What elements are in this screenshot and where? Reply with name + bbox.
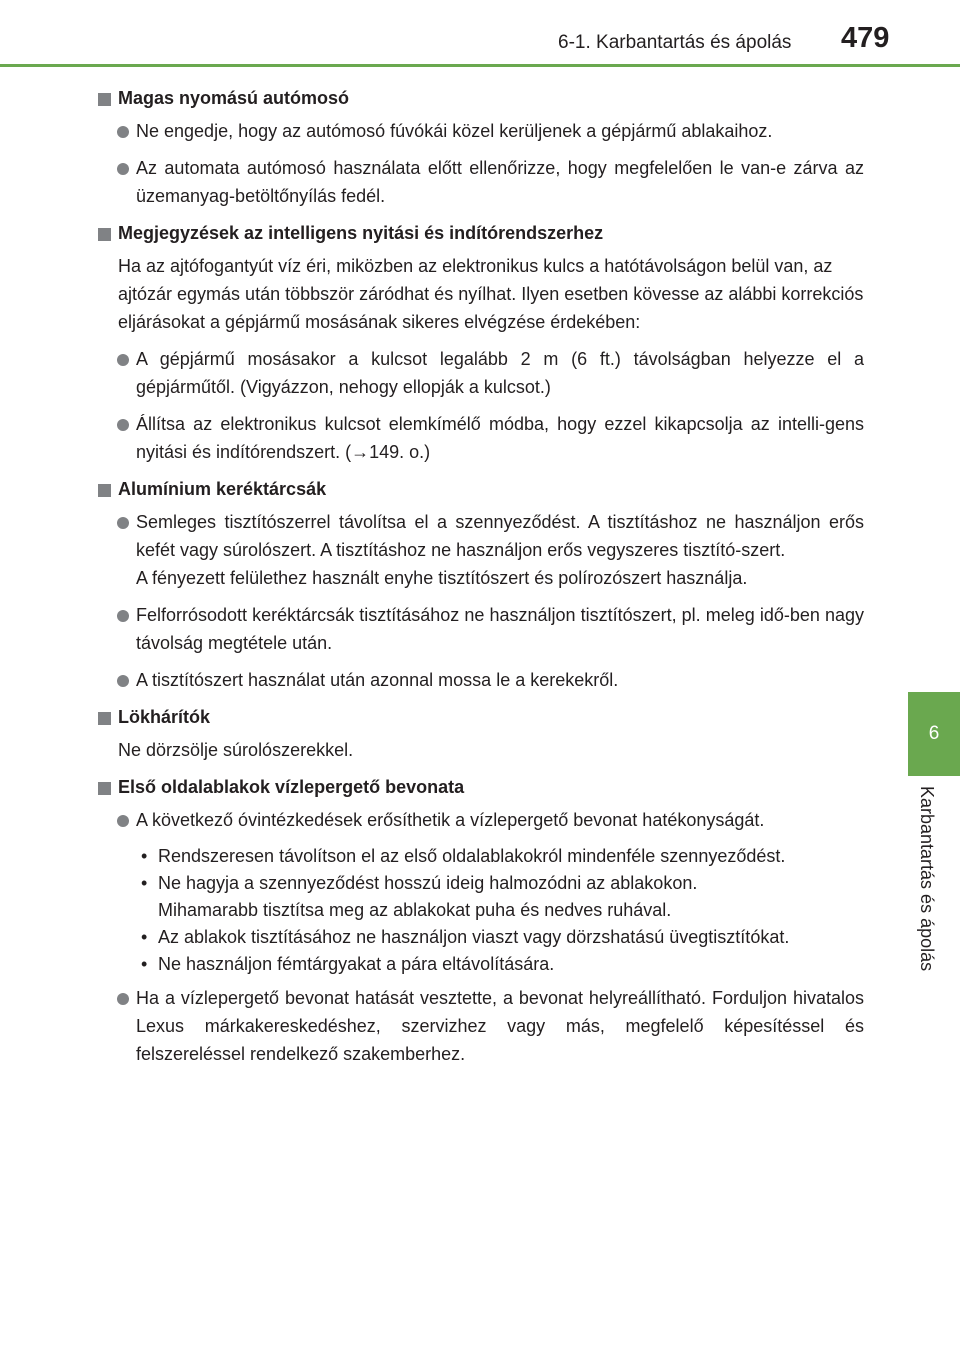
sub-bullet-item [96, 843, 864, 870]
bullet-text: Ha a vízlepergető bevonat hatását vesztette, a bevonat helyreállítható. Forduljon hivatalos Lexus márkakereskedéshez, szervizhez vagy más, megfelelő képesítéssel és felszereléssel rendelkező szakemberhez. [136, 988, 864, 1064]
section-heading [96, 475, 864, 503]
sub-bullet-text: Ne használjon fémtárgyakat a pára eltávolítására. [158, 954, 555, 974]
section-heading-text: Első oldalablakok vízlepergető bevonata [118, 777, 465, 797]
page-number: 479 [841, 22, 890, 54]
bullet-text: Semleges tisztítószerrel távolítsa el a szennyeződést. A tisztításhoz ne használjon erős kefét vagy súrolószert. A tisztításhoz ne használjon erős vegyszeres tisztító-szert. [136, 512, 864, 560]
sub-bullet-text: Az ablakok tisztításához ne használjon viaszt vagy dörzshatású üvegtisztítókat. [158, 927, 790, 947]
sub-bullet-text: Ne hagyja a szennyeződést hosszú ideig halmozódni az ablakokon. [158, 873, 698, 893]
bullet-text: A gépjármű mosásakor a kulcsot legalább 2 m (6 ft.) távolságban helyezze el a gépjárműtől. (Vigyázzon, nehogy ellopják a kulcsot.) [136, 349, 864, 397]
bullet-item [96, 117, 864, 145]
section-heading [96, 219, 864, 247]
bullet-item [96, 984, 864, 1068]
bullet-item [96, 345, 864, 401]
square-bullet-icon [98, 782, 111, 795]
small-bullet-icon: • [141, 846, 148, 866]
bullet-item [96, 666, 864, 694]
chapter-number: 6 [928, 723, 940, 744]
bullet-text: A következő óvintézkedések erősíthetik a vízlepergető bevonat hatékonyságát. [136, 810, 765, 830]
sub-bullet-item [96, 924, 864, 951]
square-bullet-icon [98, 228, 111, 241]
bullet-item [96, 508, 864, 592]
bullet-extra-text: A fényezett felülethez használt enyhe tisztítószert és polírozószert használja. [136, 568, 748, 588]
bullet-item [96, 806, 864, 834]
square-bullet-icon [98, 93, 111, 106]
running-header-title: 6-1. Karbantartás és ápolás [558, 32, 792, 53]
round-bullet-icon [117, 517, 129, 529]
round-bullet-icon [117, 610, 129, 622]
round-bullet-icon [117, 675, 129, 687]
round-bullet-icon [117, 993, 129, 1005]
bullet-item [96, 154, 864, 210]
section-heading-text: Alumínium keréktárcsák [118, 479, 327, 499]
bullet-text: Felforrósodott keréktárcsák tisztításához ne használjon tisztítószert, pl. meleg idő-ben nagy távolság megtétele után. [136, 605, 864, 653]
paragraph: Ne dörzsölje súrolószerekkel. [118, 740, 354, 760]
paragraph: Ha az ajtófogantyút víz éri, miközben az elektronikus kulcs a hatótávolságon belül van, az ajtózár egymás után többször záródhat és nyílhat. Ilyen esetben kövesse az alábbi korrekciós eljárásokat a gépjármű mosásának sikeres elvégzése érdekében: [118, 256, 864, 332]
section-heading [96, 703, 864, 731]
sub-bullet-item [96, 870, 864, 924]
small-bullet-icon: • [141, 873, 148, 893]
header-divider [0, 64, 960, 67]
round-bullet-icon [117, 419, 129, 431]
round-bullet-icon [117, 163, 129, 175]
sub-bullet-list [96, 843, 864, 978]
round-bullet-icon [117, 126, 129, 138]
sub-bullet-text-continued: Mihamarabb tisztítsa meg az ablakokat puha és nedves ruhával. [158, 900, 672, 920]
bullet-text: A tisztítószert használat után azonnal mossa le a kerekekről. [136, 670, 619, 690]
chapter-tab [908, 692, 960, 776]
square-bullet-icon [98, 712, 111, 725]
section-heading [96, 773, 864, 801]
small-bullet-icon: • [141, 954, 148, 974]
chapter-label: Karbantartás és ápolás [917, 786, 937, 972]
chapter-label-container [908, 786, 948, 996]
page-body [96, 78, 864, 1077]
section-heading-text: Magas nyomású autómosó [118, 88, 350, 108]
sub-bullet-item [96, 951, 864, 978]
small-bullet-icon: • [141, 927, 148, 947]
section-heading-text: Megjegyzések az intelligens nyitási és indítórendszerhez [118, 223, 604, 243]
bullet-item [96, 601, 864, 657]
bullet-item [96, 410, 864, 466]
bullet-text: Ne engedje, hogy az autómosó fúvókái közel kerüljenek a gépjármű ablakaihoz. [136, 121, 773, 141]
square-bullet-icon [98, 484, 111, 497]
section-heading-text: Lökhárítók [118, 707, 211, 727]
round-bullet-icon [117, 815, 129, 827]
bullet-text: Állítsa az elektronikus kulcsot elemkímélő módba, hogy ezzel kikapcsolja az intelli-gens nyitási és indítórendszert. (→149. o.) [136, 414, 864, 462]
round-bullet-icon [117, 354, 129, 366]
section-heading [96, 84, 864, 112]
sub-bullet-text: Rendszeresen távolítson el az első oldalablakokról mindenféle szennyeződést. [158, 846, 786, 866]
bullet-text: Az automata autómosó használata előtt ellenőrizze, hogy megfelelően le van-e zárva az üzemanyag-betöltőnyílás fedél. [136, 158, 864, 206]
